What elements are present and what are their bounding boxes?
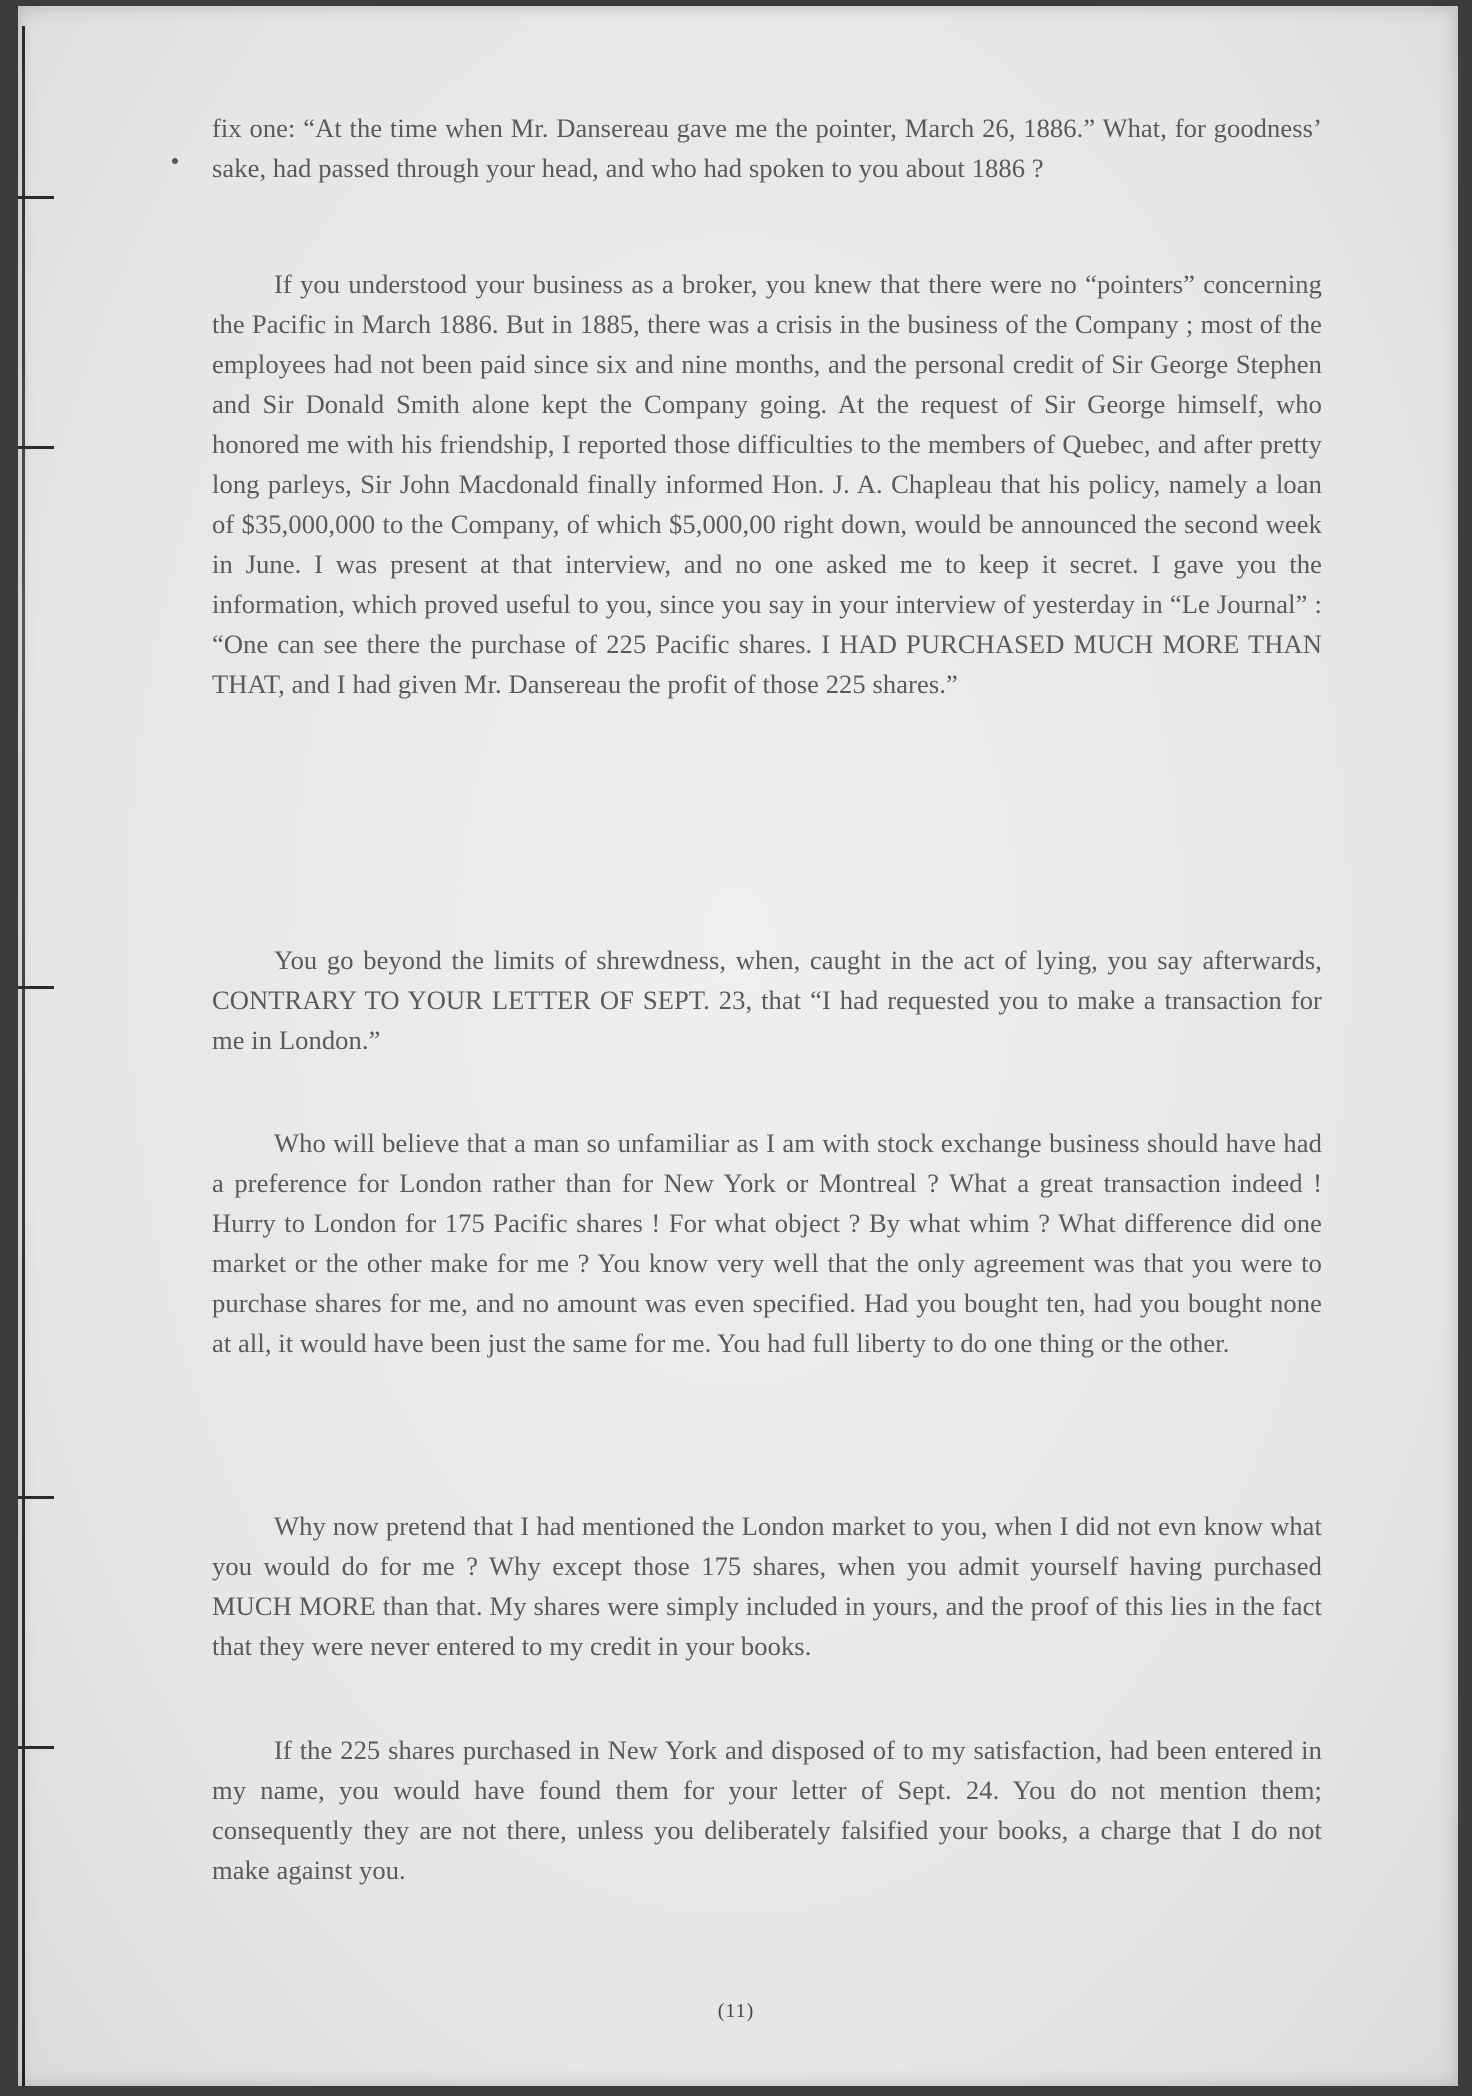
paragraph-6 [212, 1730, 1322, 1890]
margin-mark [172, 158, 178, 164]
paragraph-4 [212, 1123, 1322, 1363]
paragraph-2 [212, 264, 1322, 704]
binding-edge [18, 26, 32, 2086]
page-number: (11) [717, 2000, 755, 2022]
paragraph-text: If you understood your business as a broker, you knew that there were no “pointers” concerning the Pacific in March 1886. But in 1885, there was a crisis in the business of the Company ; most of the employees had not been paid since six and nine months, and the personal credit of Sir George Stephen and Sir Donald Smith alone kept the Company going. At the request of Sir George himself, who honored me with his friendship, I reported those difficulties to the members of Quebec, and after pretty long parleys, Sir John Macdonald finally informed Hon. J. A. Chapleau that his policy, namely a loan of $35,000,000 to the Company, of which $5,000,00 right down, would be announced the second week in June. I was present at that interview, and no one asked me to keep it secret. I gave you the information, which proved useful to you, since you say in your interview of yesterday in “Le Journal” : “One can see there the purchase of 225 Pacific shares. I HAD PURCHASED MUCH MORE THAN THAT, and I had given Mr. Dansereau the profit of those 225 shares.” [212, 269, 1322, 699]
paragraph-text: fix one: “At the time when Mr. Dansereau gave me the pointer, March 26, 1886.” What, for goodness’ sake, had passed through your head, and who had spoken to you about 1886 ? [212, 113, 1322, 183]
paragraph-text: Who will believe that a man so unfamiliar as I am with stock exchange business should have had a preference for London rather than for New York or Montreal ? What a great transaction indeed ! Hurry to London for 175 Pacific shares ! For what object ? By what whim ? What difference did one market or the other make for me ? You know very well that the only agreement was that you were to purchase shares for me, and no amount was even specified. Had you bought ten, had you bought none at all, it would have been just the same for me. You had full liberty to do one thing or the other. [212, 1128, 1322, 1358]
paragraph-text: Why now pretend that I had mentioned the London market to you, when I did not evn know what you would do for me ? Why except those 175 shares, when you admit yourself having purchased MUCH MORE than that. My shares were simply included in yours, and the proof of this lies in the fact that they were never entered to my credit in your books. [212, 1511, 1322, 1661]
paragraph-1 [212, 108, 1322, 188]
paragraph-text: If the 225 shares purchased in New York and disposed of to my satisfaction, had been entered in my name, you would have found them for your letter of Sept. 24. You do not mention them; consequently they are not there, unless you deliberately falsified your books, a charge that I do not make against you. [212, 1735, 1322, 1885]
paragraph-text: You go beyond the limits of shrewdness, when, caught in the act of lying, you say afterwards, CONTRARY TO YOUR LETTER OF SEPT. 23, that “I had requested you to make a transaction for me in London.” [212, 945, 1322, 1055]
paragraph-5 [212, 1506, 1322, 1666]
paragraph-3 [212, 940, 1322, 1060]
